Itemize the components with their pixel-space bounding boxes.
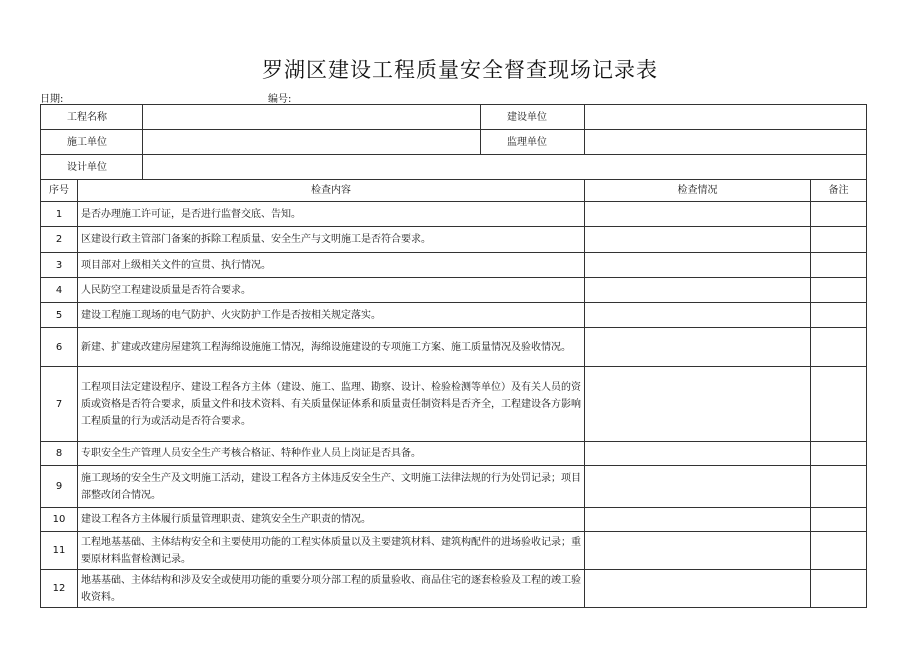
header-no: 序号 — [41, 180, 78, 202]
header-content: 检查内容 — [78, 180, 585, 202]
table-row — [41, 532, 867, 570]
item-status-cell[interactable] — [585, 442, 811, 466]
item-remark-cell[interactable] — [811, 278, 867, 303]
item-remark-cell[interactable] — [811, 253, 867, 278]
item-number: 4 — [41, 278, 78, 303]
table-row — [41, 508, 867, 532]
construction-org-field[interactable] — [585, 105, 867, 130]
item-content: 建设工程施工现场的电气防护、火灾防护工作是否按相关规定落实。 — [78, 303, 585, 328]
item-remark-cell[interactable] — [811, 442, 867, 466]
table-row — [41, 442, 867, 466]
item-content: 工程地基基础、主体结构安全和主要使用功能的工程实体质量以及主要建筑材料、建筑构配件的进场验收记录；重要原材料监督检测记录。 — [78, 532, 585, 570]
info-row-builder — [41, 130, 867, 155]
item-remark-cell[interactable] — [811, 508, 867, 532]
item-remark-cell[interactable] — [811, 303, 867, 328]
designer-field[interactable] — [143, 155, 867, 180]
table-row — [41, 253, 867, 278]
item-content: 建设工程各方主体履行质量管理职责、建筑安全生产职责的情况。 — [78, 508, 585, 532]
table-row — [41, 278, 867, 303]
table-row — [41, 202, 867, 227]
item-number: 1 — [41, 202, 78, 227]
item-content: 专职安全生产管理人员安全生产考核合格证、特种作业人员上岗证是否具备。 — [78, 442, 585, 466]
item-number: 7 — [41, 367, 78, 442]
header-status: 检查情况 — [585, 180, 811, 202]
item-number: 6 — [41, 328, 78, 367]
construction-org-label: 建设单位 — [481, 105, 585, 130]
item-status-cell[interactable] — [585, 570, 811, 608]
project-name-label: 工程名称 — [41, 105, 143, 130]
item-status-cell[interactable] — [585, 532, 811, 570]
item-number: 2 — [41, 227, 78, 253]
item-content: 新建、扩建或改建房屋建筑工程海绵设施施工情况，海绵设施建设的专项施工方案、施工质量情况及验收情况。 — [78, 328, 585, 367]
designer-label: 设计单位 — [41, 155, 143, 180]
item-status-cell[interactable] — [585, 202, 811, 227]
item-number: 12 — [41, 570, 78, 608]
table-header-row — [41, 180, 867, 202]
supervisor-label: 监理单位 — [481, 130, 585, 155]
item-status-cell[interactable] — [585, 466, 811, 508]
info-row-designer — [41, 155, 867, 180]
page-title: 罗湖区建设工程质量安全督查现场记录表 — [262, 58, 658, 82]
item-status-cell[interactable] — [585, 227, 811, 253]
builder-label: 施工单位 — [41, 130, 143, 155]
date-label: 日期: — [40, 94, 64, 105]
inspection-record-table — [40, 104, 867, 608]
item-number: 3 — [41, 253, 78, 278]
item-remark-cell[interactable] — [811, 202, 867, 227]
item-remark-cell[interactable] — [811, 367, 867, 442]
table-row — [41, 367, 867, 442]
item-remark-cell[interactable] — [811, 328, 867, 367]
item-content: 施工现场的安全生产及文明施工活动，建设工程各方主体违反安全生产、文明施工法律法规的行为处罚记录；项目部整改闭合情况。 — [78, 466, 585, 508]
item-content: 项目部对上级相关文件的宣贯、执行情况。 — [78, 253, 585, 278]
serial-number-label: 编号: — [268, 94, 292, 105]
item-content: 区建设行政主管部门备案的拆除工程质量、安全生产与文明施工是否符合要求。 — [78, 227, 585, 253]
item-status-cell[interactable] — [585, 328, 811, 367]
header-remark: 备注 — [811, 180, 867, 202]
item-number: 9 — [41, 466, 78, 508]
item-status-cell[interactable] — [585, 253, 811, 278]
item-content: 是否办理施工许可证，是否进行监督交底、告知。 — [78, 202, 585, 227]
item-content: 地基基础、主体结构和涉及安全或使用功能的重要分项分部工程的质量验收、商品住宅的逐套检验及工程的竣工验收资料。 — [78, 570, 585, 608]
item-content: 工程项目法定建设程序、建设工程各方主体（建设、施工、监理、勘察、设计、检验检测等单位）及有关人员的资质或资格是否符合要求，质量文件和技术资料、有关质量保证体系和质量责任制资料是否齐全，工程建设各方影响工程质量的行为或活动是否符合要求。 — [78, 367, 585, 442]
table-row — [41, 328, 867, 367]
project-name-field[interactable] — [143, 105, 481, 130]
item-remark-cell[interactable] — [811, 466, 867, 508]
item-number: 5 — [41, 303, 78, 328]
table-row — [41, 227, 867, 253]
item-remark-cell[interactable] — [811, 227, 867, 253]
item-number: 11 — [41, 532, 78, 570]
item-status-cell[interactable] — [585, 303, 811, 328]
table-row — [41, 466, 867, 508]
table-row — [41, 570, 867, 608]
builder-field[interactable] — [143, 130, 481, 155]
supervisor-field[interactable] — [585, 130, 867, 155]
item-remark-cell[interactable] — [811, 532, 867, 570]
item-remark-cell[interactable] — [811, 570, 867, 608]
item-status-cell[interactable] — [585, 508, 811, 532]
item-content: 人民防空工程建设质量是否符合要求。 — [78, 278, 585, 303]
table-row — [41, 303, 867, 328]
info-row-project — [41, 105, 867, 130]
item-number: 10 — [41, 508, 78, 532]
item-status-cell[interactable] — [585, 367, 811, 442]
item-number: 8 — [41, 442, 78, 466]
item-status-cell[interactable] — [585, 278, 811, 303]
